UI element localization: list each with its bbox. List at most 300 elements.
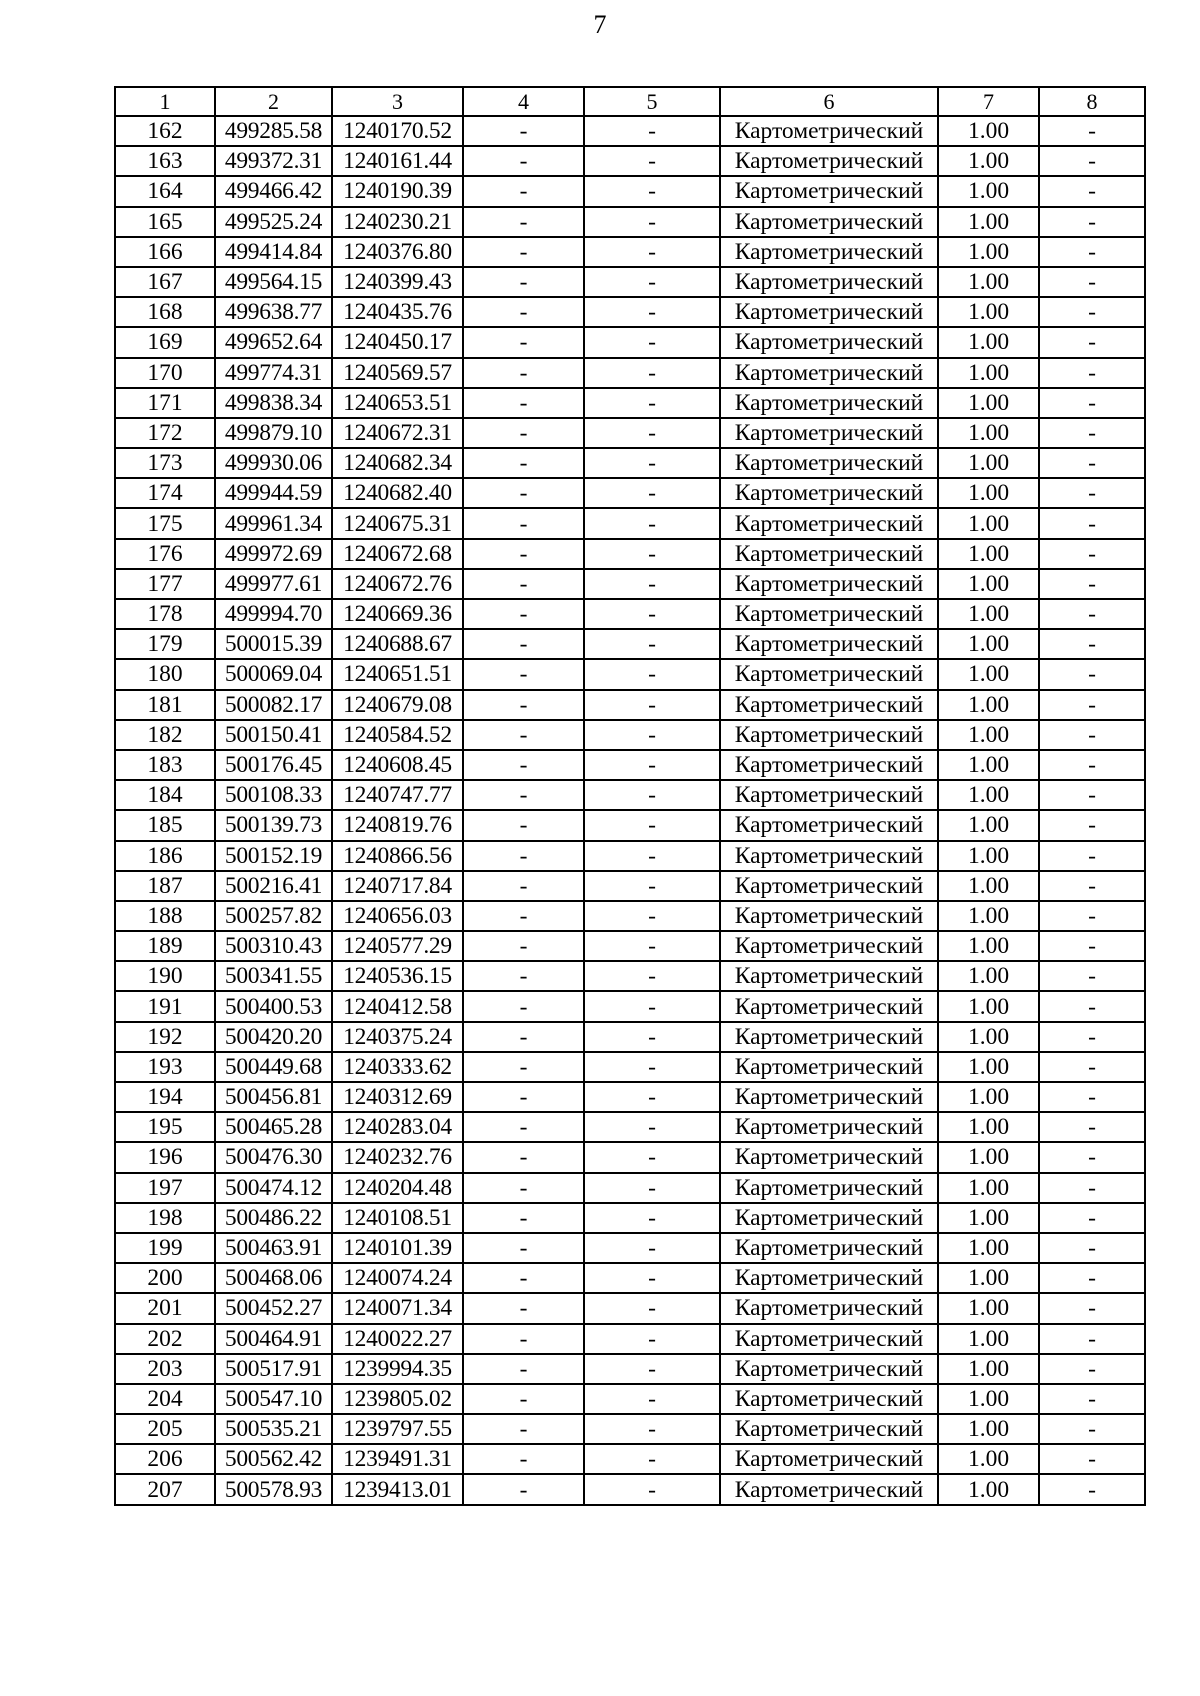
cell-col-4: - [463,388,584,418]
cell-col-5: - [584,1112,720,1142]
cell-coord-y: 1240679.08 [332,690,463,720]
cell-coord-x: 499414.84 [215,237,332,267]
cell-method: Картометрический [720,569,938,599]
table-row [115,327,1145,357]
cell-col-8: - [1039,1444,1145,1474]
cell-col-8: - [1039,237,1145,267]
cell-col-4: - [463,478,584,508]
cell-col-8: - [1039,388,1145,418]
cell-point-number: 186 [115,841,215,871]
table-row [115,237,1145,267]
cell-col-8: - [1039,116,1145,146]
cell-col-4: - [463,1082,584,1112]
column-header-3: 3 [332,87,463,116]
cell-method: Картометрический [720,539,938,569]
cell-accuracy: 1.00 [938,1203,1039,1233]
cell-coord-y: 1240170.52 [332,116,463,146]
cell-accuracy: 1.00 [938,1263,1039,1293]
cell-accuracy: 1.00 [938,931,1039,961]
cell-method: Картометрический [720,629,938,659]
cell-coord-y: 1239994.35 [332,1354,463,1384]
cell-col-4: - [463,297,584,327]
cell-accuracy: 1.00 [938,1142,1039,1172]
cell-col-5: - [584,539,720,569]
cell-point-number: 176 [115,539,215,569]
cell-col-8: - [1039,1203,1145,1233]
cell-col-5: - [584,871,720,901]
cell-col-8: - [1039,358,1145,388]
cell-col-4: - [463,780,584,810]
cell-accuracy: 1.00 [938,750,1039,780]
cell-col-8: - [1039,931,1145,961]
table-row [115,841,1145,871]
cell-coord-y: 1240435.76 [332,297,463,327]
cell-method: Картометрический [720,418,938,448]
cell-col-8: - [1039,1173,1145,1203]
cell-accuracy: 1.00 [938,1293,1039,1323]
cell-method: Картометрический [720,931,938,961]
cell-coord-x: 500465.28 [215,1112,332,1142]
cell-col-5: - [584,720,720,750]
cell-col-4: - [463,931,584,961]
cell-point-number: 174 [115,478,215,508]
cell-point-number: 162 [115,116,215,146]
cell-method: Картометрический [720,1263,938,1293]
table-row [115,146,1145,176]
cell-method: Картометрический [720,1112,938,1142]
cell-coord-y: 1240656.03 [332,901,463,931]
cell-col-5: - [584,1324,720,1354]
cell-coord-x: 499944.59 [215,478,332,508]
cell-method: Картометрический [720,1474,938,1504]
cell-col-8: - [1039,146,1145,176]
cell-coord-x: 500452.27 [215,1293,332,1323]
table-row [115,690,1145,720]
cell-col-8: - [1039,448,1145,478]
cell-col-4: - [463,207,584,237]
cell-accuracy: 1.00 [938,1384,1039,1414]
cell-point-number: 168 [115,297,215,327]
cell-col-4: - [463,1444,584,1474]
cell-accuracy: 1.00 [938,237,1039,267]
cell-col-8: - [1039,841,1145,871]
cell-coord-x: 500486.22 [215,1203,332,1233]
cell-coord-x: 500341.55 [215,961,332,991]
column-header-5: 5 [584,87,720,116]
cell-coord-x: 500562.42 [215,1444,332,1474]
table-row [115,1414,1145,1444]
cell-col-8: - [1039,780,1145,810]
cell-col-5: - [584,237,720,267]
cell-col-5: - [584,508,720,538]
cell-method: Картометрический [720,841,938,871]
cell-coord-x: 500463.91 [215,1233,332,1263]
cell-col-5: - [584,901,720,931]
table-row [115,1444,1145,1474]
cell-coord-x: 500150.41 [215,720,332,750]
cell-point-number: 204 [115,1384,215,1414]
cell-method: Картометрический [720,961,938,991]
cell-method: Картометрический [720,1354,938,1384]
cell-col-4: - [463,569,584,599]
cell-method: Картометрический [720,237,938,267]
cell-coord-y: 1240669.36 [332,599,463,629]
cell-col-4: - [463,690,584,720]
cell-col-5: - [584,1082,720,1112]
cell-accuracy: 1.00 [938,207,1039,237]
table-row [115,1052,1145,1082]
table-row [115,297,1145,327]
cell-col-4: - [463,146,584,176]
cell-accuracy: 1.00 [938,267,1039,297]
cell-method: Картометрический [720,901,938,931]
cell-accuracy: 1.00 [938,1444,1039,1474]
cell-coord-x: 499930.06 [215,448,332,478]
cell-point-number: 171 [115,388,215,418]
cell-col-5: - [584,961,720,991]
table-row [115,1082,1145,1112]
cell-method: Картометрический [720,327,938,357]
cell-coord-y: 1239805.02 [332,1384,463,1414]
cell-coord-y: 1240376.80 [332,237,463,267]
column-header-4: 4 [463,87,584,116]
cell-coord-y: 1240672.31 [332,418,463,448]
cell-col-8: - [1039,297,1145,327]
table-row [115,1022,1145,1052]
cell-coord-x: 500517.91 [215,1354,332,1384]
cell-col-4: - [463,1474,584,1504]
column-header-2: 2 [215,87,332,116]
cell-col-4: - [463,810,584,840]
table-row [115,810,1145,840]
cell-coord-x: 500474.12 [215,1173,332,1203]
cell-accuracy: 1.00 [938,146,1039,176]
cell-coord-y: 1240651.51 [332,659,463,689]
cell-method: Картометрический [720,1384,938,1414]
cell-point-number: 181 [115,690,215,720]
cell-method: Картометрический [720,358,938,388]
cell-coord-x: 500449.68 [215,1052,332,1082]
cell-col-5: - [584,116,720,146]
cell-col-5: - [584,1173,720,1203]
cell-method: Картометрический [720,508,938,538]
cell-method: Картометрический [720,478,938,508]
cell-coord-x: 500108.33 [215,780,332,810]
cell-method: Картометрический [720,448,938,478]
table-row [115,176,1145,206]
cell-method: Картометрический [720,297,938,327]
cell-point-number: 169 [115,327,215,357]
cell-col-8: - [1039,508,1145,538]
cell-col-4: - [463,1293,584,1323]
cell-coord-y: 1240717.84 [332,871,463,901]
cell-method: Картометрический [720,1293,938,1323]
cell-col-8: - [1039,690,1145,720]
table-row [115,267,1145,297]
cell-coord-x: 500176.45 [215,750,332,780]
cell-point-number: 197 [115,1173,215,1203]
table-row [115,539,1145,569]
cell-col-4: - [463,991,584,1021]
cell-accuracy: 1.00 [938,780,1039,810]
cell-col-5: - [584,1022,720,1052]
cell-accuracy: 1.00 [938,539,1039,569]
cell-point-number: 179 [115,629,215,659]
cell-col-4: - [463,1233,584,1263]
cell-coord-x: 499838.34 [215,388,332,418]
cell-col-4: - [463,629,584,659]
table-row [115,961,1145,991]
cell-col-4: - [463,961,584,991]
cell-col-5: - [584,690,720,720]
cell-coord-x: 500139.73 [215,810,332,840]
table-row [115,358,1145,388]
cell-method: Картометрический [720,750,938,780]
cell-coord-y: 1240230.21 [332,207,463,237]
table-row [115,901,1145,931]
cell-coord-x: 499285.58 [215,116,332,146]
cell-col-8: - [1039,659,1145,689]
cell-coord-y: 1240866.56 [332,841,463,871]
cell-coord-y: 1240204.48 [332,1173,463,1203]
cell-method: Картометрический [720,207,938,237]
cell-coord-x: 499774.31 [215,358,332,388]
cell-point-number: 183 [115,750,215,780]
cell-coord-x: 500578.93 [215,1474,332,1504]
cell-coord-y: 1240450.17 [332,327,463,357]
cell-method: Картометрический [720,991,938,1021]
cell-coord-y: 1240101.39 [332,1233,463,1263]
cell-coord-y: 1240682.40 [332,478,463,508]
cell-col-4: - [463,1052,584,1082]
cell-point-number: 189 [115,931,215,961]
cell-accuracy: 1.00 [938,841,1039,871]
cell-accuracy: 1.00 [938,569,1039,599]
cell-col-8: - [1039,1112,1145,1142]
cell-accuracy: 1.00 [938,327,1039,357]
cell-coord-x: 499564.15 [215,267,332,297]
table-row [115,207,1145,237]
cell-col-5: - [584,478,720,508]
cell-accuracy: 1.00 [938,1173,1039,1203]
cell-col-8: - [1039,1354,1145,1384]
cell-col-8: - [1039,1082,1145,1112]
cell-point-number: 172 [115,418,215,448]
cell-col-8: - [1039,1474,1145,1504]
cell-coord-y: 1239797.55 [332,1414,463,1444]
cell-method: Картометрический [720,1233,938,1263]
cell-point-number: 173 [115,448,215,478]
table-row [115,1203,1145,1233]
cell-col-5: - [584,1444,720,1474]
cell-point-number: 182 [115,720,215,750]
cell-method: Картометрический [720,1022,938,1052]
cell-point-number: 184 [115,780,215,810]
cell-method: Картометрический [720,1173,938,1203]
cell-coord-y: 1240074.24 [332,1263,463,1293]
cell-col-4: - [463,176,584,206]
cell-col-8: - [1039,901,1145,931]
cell-coord-x: 499525.24 [215,207,332,237]
cell-coord-x: 500310.43 [215,931,332,961]
cell-col-5: - [584,750,720,780]
cell-accuracy: 1.00 [938,1324,1039,1354]
cell-coord-x: 500069.04 [215,659,332,689]
cell-col-5: - [584,629,720,659]
cell-accuracy: 1.00 [938,116,1039,146]
cell-coord-y: 1240399.43 [332,267,463,297]
cell-col-8: - [1039,599,1145,629]
coordinates-table [114,86,1146,1506]
cell-method: Картометрический [720,720,938,750]
table-row [115,1293,1145,1323]
cell-col-5: - [584,569,720,599]
cell-accuracy: 1.00 [938,690,1039,720]
cell-coord-y: 1240108.51 [332,1203,463,1233]
cell-col-5: - [584,176,720,206]
cell-coord-x: 499972.69 [215,539,332,569]
cell-col-4: - [463,1112,584,1142]
cell-method: Картометрический [720,1203,938,1233]
cell-coord-x: 499466.42 [215,176,332,206]
cell-col-4: - [463,750,584,780]
cell-col-8: - [1039,418,1145,448]
cell-coord-y: 1240375.24 [332,1022,463,1052]
cell-coord-x: 499977.61 [215,569,332,599]
cell-point-number: 190 [115,961,215,991]
cell-coord-x: 500015.39 [215,629,332,659]
cell-accuracy: 1.00 [938,991,1039,1021]
cell-col-5: - [584,146,720,176]
cell-col-5: - [584,841,720,871]
cell-point-number: 195 [115,1112,215,1142]
cell-col-8: - [1039,629,1145,659]
cell-col-8: - [1039,207,1145,237]
cell-col-8: - [1039,991,1145,1021]
cell-coord-x: 500216.41 [215,871,332,901]
cell-col-5: - [584,1203,720,1233]
cell-col-4: - [463,358,584,388]
cell-coord-x: 499372.31 [215,146,332,176]
cell-coord-x: 499961.34 [215,508,332,538]
cell-col-8: - [1039,327,1145,357]
cell-point-number: 203 [115,1354,215,1384]
cell-col-8: - [1039,478,1145,508]
cell-col-8: - [1039,1384,1145,1414]
column-header-1: 1 [115,87,215,116]
cell-col-5: - [584,448,720,478]
table-row [115,116,1145,146]
cell-col-4: - [463,841,584,871]
cell-accuracy: 1.00 [938,1414,1039,1444]
cell-coord-y: 1240333.62 [332,1052,463,1082]
cell-accuracy: 1.00 [938,871,1039,901]
cell-method: Картометрический [720,599,938,629]
cell-point-number: 206 [115,1444,215,1474]
cell-accuracy: 1.00 [938,1082,1039,1112]
cell-accuracy: 1.00 [938,478,1039,508]
cell-col-4: - [463,599,584,629]
cell-coord-x: 500257.82 [215,901,332,931]
cell-point-number: 185 [115,810,215,840]
cell-col-5: - [584,418,720,448]
cell-col-8: - [1039,720,1145,750]
cell-col-8: - [1039,1142,1145,1172]
cell-col-5: - [584,1263,720,1293]
cell-coord-y: 1240232.76 [332,1142,463,1172]
cell-col-5: - [584,780,720,810]
cell-accuracy: 1.00 [938,448,1039,478]
cell-accuracy: 1.00 [938,1022,1039,1052]
cell-col-4: - [463,1414,584,1444]
cell-col-4: - [463,237,584,267]
cell-coord-y: 1239413.01 [332,1474,463,1504]
cell-col-5: - [584,1474,720,1504]
cell-coord-y: 1240672.68 [332,539,463,569]
cell-col-4: - [463,267,584,297]
cell-col-5: - [584,599,720,629]
cell-point-number: 167 [115,267,215,297]
cell-col-5: - [584,931,720,961]
cell-col-8: - [1039,1293,1145,1323]
cell-col-8: - [1039,750,1145,780]
cell-accuracy: 1.00 [938,1112,1039,1142]
cell-col-5: - [584,207,720,237]
cell-col-5: - [584,267,720,297]
cell-method: Картометрический [720,871,938,901]
cell-point-number: 194 [115,1082,215,1112]
table-row [115,508,1145,538]
cell-point-number: 199 [115,1233,215,1263]
cell-point-number: 166 [115,237,215,267]
cell-col-5: - [584,1142,720,1172]
cell-col-4: - [463,720,584,750]
cell-coord-y: 1240569.57 [332,358,463,388]
table-row [115,388,1145,418]
cell-accuracy: 1.00 [938,659,1039,689]
cell-col-8: - [1039,176,1145,206]
cell-accuracy: 1.00 [938,388,1039,418]
cell-coord-x: 500547.10 [215,1384,332,1414]
table-row [115,599,1145,629]
cell-coord-y: 1240608.45 [332,750,463,780]
cell-accuracy: 1.00 [938,629,1039,659]
cell-col-8: - [1039,267,1145,297]
table-row [115,1354,1145,1384]
table-row [115,418,1145,448]
cell-coord-y: 1240412.58 [332,991,463,1021]
cell-method: Картометрический [720,659,938,689]
cell-coord-y: 1240536.15 [332,961,463,991]
cell-coord-x: 499879.10 [215,418,332,448]
table-row [115,569,1145,599]
cell-point-number: 202 [115,1324,215,1354]
cell-col-8: - [1039,1233,1145,1263]
cell-point-number: 201 [115,1293,215,1323]
column-header-6: 6 [720,87,938,116]
cell-col-8: - [1039,810,1145,840]
cell-col-5: - [584,1052,720,1082]
cell-coord-x: 499638.77 [215,297,332,327]
cell-accuracy: 1.00 [938,358,1039,388]
cell-coord-y: 1240682.34 [332,448,463,478]
cell-col-5: - [584,991,720,1021]
cell-coord-y: 1240584.52 [332,720,463,750]
cell-col-5: - [584,810,720,840]
cell-coord-y: 1240675.31 [332,508,463,538]
cell-col-4: - [463,1384,584,1414]
cell-col-4: - [463,871,584,901]
